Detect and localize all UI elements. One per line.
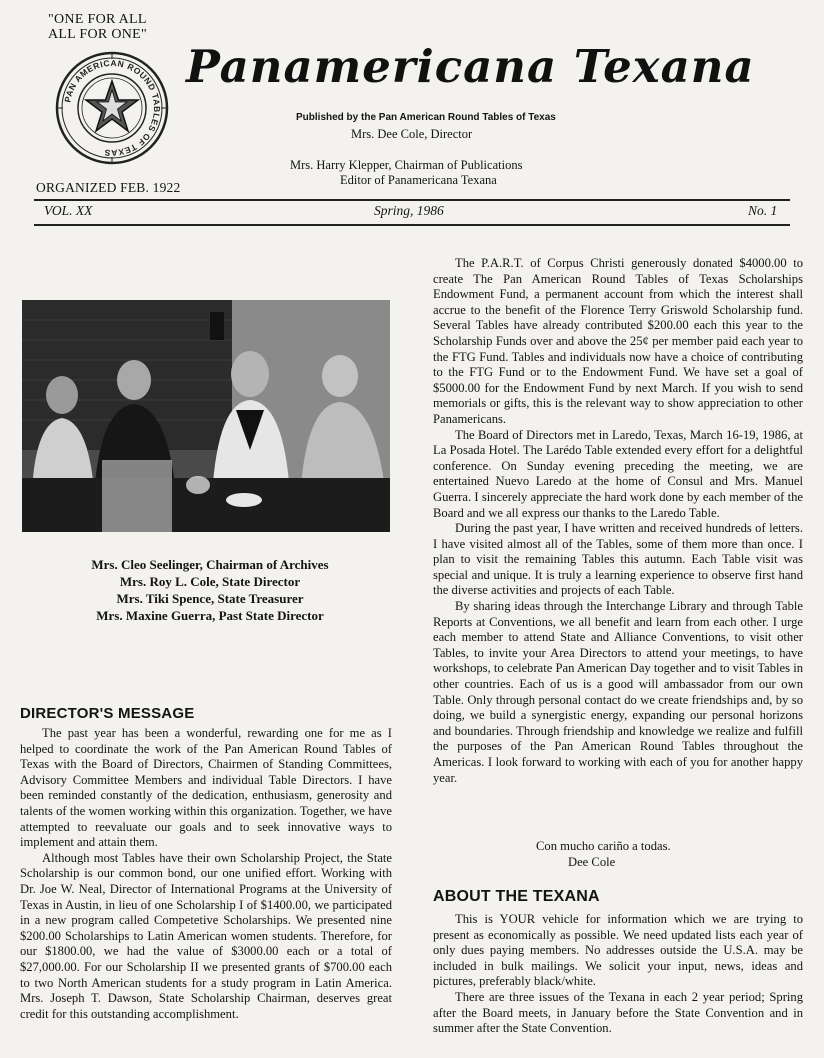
about-body: [433, 912, 803, 1037]
motto: [48, 12, 147, 42]
bottom-rule: [34, 224, 790, 226]
closing-line: Con mucho cariño a todas.: [536, 839, 671, 853]
motto-line-2: ALL FOR ONE": [48, 27, 148, 42]
paragraph: The past year has been a wonderful, rewarding one for me as I helped to coordinate the work of the Pan American Round Tables of Texas with the Board of Directors, Chairmen of Standing Committees, Advisory Committee Members and individual Table Directors. I have been reminded constantly of the dedication, enthusiasm, generosity and talents of the women working within this organization. Together, we have attempted to reevaluate our goals and to seek innovative ways to implement and attain them.: [20, 726, 392, 850]
about-heading: ABOUT THE TEXANA: [433, 888, 600, 905]
season: Spring, 1986: [374, 203, 444, 218]
newsletter-title: Panamericana Texana: [186, 40, 755, 93]
directors-message-continued: [433, 256, 803, 786]
paragraph: This is YOUR vehicle for information which we are trying to present as economically as possible. We need updated lists each year of only dues paying members. No addresses outside the U.S.A. may be included in bulk mailings. We solicit your input, news, ideas and pictures, preferably black/white.: [433, 912, 803, 989]
directors-message-heading: DIRECTOR'S MESSAGE: [20, 705, 195, 722]
issue-number: No. 1: [748, 203, 778, 218]
caption-line: Mrs. Maxine Guerra, Past State Director: [96, 608, 324, 623]
issue-row: [40, 203, 785, 221]
svg-text:PAN AMERICAN ROUND TABLES OF T: PAN AMERICAN ROUND TABLES OF TEXAS: [62, 57, 163, 159]
editor-line: Editor of Panamericana Texana: [340, 173, 497, 187]
group-photo: [22, 300, 390, 532]
paragraph: The Board of Directors met in Laredo, Texas, March 16-19, 1986, at La Posada Hotel. The Larédo Table extended every effort for a delightful conference. On Sunday evening preceding the meeting, we are entertained Nuevo Laredo at the home of Consul and Mrs. Manuel Guerra. I sincerely appreciate the hard work done by each member of the Board and we all express our thanks to the Laredo Table.: [433, 427, 803, 520]
volume: VOL. XX: [44, 203, 93, 218]
director-line: Mrs. Dee Cole, Director: [351, 127, 473, 141]
chairman-line: Mrs. Harry Klepper, Chairman of Publications: [290, 158, 523, 172]
organized-date: ORGANIZED FEB. 1922: [36, 180, 181, 195]
motto-line-1: "ONE FOR ALL: [48, 12, 147, 27]
publisher-block: [296, 110, 566, 142]
caption-line: Mrs. Tiki Spence, State Treasurer: [116, 591, 304, 606]
caption-line: Mrs. Roy L. Cole, State Director: [119, 574, 301, 589]
editor-block: [290, 158, 522, 188]
published-by: Published by the Pan American Round Tables of Texas: [296, 112, 556, 123]
closing-block: [536, 838, 671, 870]
photo-caption: [40, 556, 380, 624]
paragraph: By sharing ideas through the Interchange Library and through Table Reports at Conventions, we all benefit and learn from each other. I urge each member to attend State and Alliance Conventions, to visit other Tables, to invite your Area Directors to attend your meetings, to have workshops, to celebrate Pan American Day together and to visit Tables in other countries. Each of us is a good will ambassador from our own Table. Only through personal contact do we create friendships and, by so doing, we build a synergistic energy, expanding our personal horizons and boundaries. Through friendship and knowledge we realize and fulfill the purposes of the Pan American Round Tables throughout the Americas. I look forward to working with each of you for another happy year.: [433, 599, 803, 785]
top-rule: [34, 199, 790, 201]
directors-message-body: [20, 726, 392, 1022]
round-table-seal-icon: [54, 50, 170, 166]
paragraph: During the past year, I have written and received hundreds of letters. I have visited almost all of the Tables, some of them more than once. I plan to visit the remaining Tables this autumn. Each Table visit was special and unique. It is truly a learning experience to observe first hand the diverse activities and projects of each Table.: [433, 521, 803, 598]
signature: Dee Cole: [568, 855, 616, 869]
paragraph: The P.A.R.T. of Corpus Christi generously donated $4000.00 to create The Pan American Round Tables of Texas Scholarships Endowment Fund, a permanent account from which the interest shall accrue to the benefit of the Florence Terry Griswold Scholarship fund. Several Tables have already contributed $200.00 each this year to the Scholarship Funds over and above the 25¢ per member paid each year to the FTG Fund. Tables and individuals now have a choice of contributing to the FTG Fund or to the Endowment Fund. We have set a goal of $5000.00 for the Endowment Fund by next March. If you wish to send memorials or gifts, this is the relevant way to show appreciation to other Panamericans.: [433, 256, 803, 426]
paragraph: Although most Tables have their own Scholarship Project, the State Scholarship is our common bond, our one unified effort. Working with Dr. Joe W. Neal, Director of International Programs at the University of Texas in Austin, in lieu of one Scholarship I of $1400.00, we participated in a new program called Competetive Scholarships. We presented nine $200.00 Scholarships to Latin American women students. Therefore, for our $1800.00, we had the value of $3000.00 each or a total of $27,000.00. For our Scholarship II we presented grants of $700.00 each to two North American students for a study program in Latin America. Mrs. Joseph T. Dawson, State Scholarship Chairman, deserves great credit for this outstanding accomplishment.: [20, 850, 392, 1021]
caption-line: Mrs. Cleo Seelinger, Chairman of Archives: [91, 557, 329, 572]
paragraph: There are three issues of the Texana in each 2 year period; Spring after the Board meets, in January before the State Convention and in summer after the State Convention.: [433, 989, 803, 1036]
